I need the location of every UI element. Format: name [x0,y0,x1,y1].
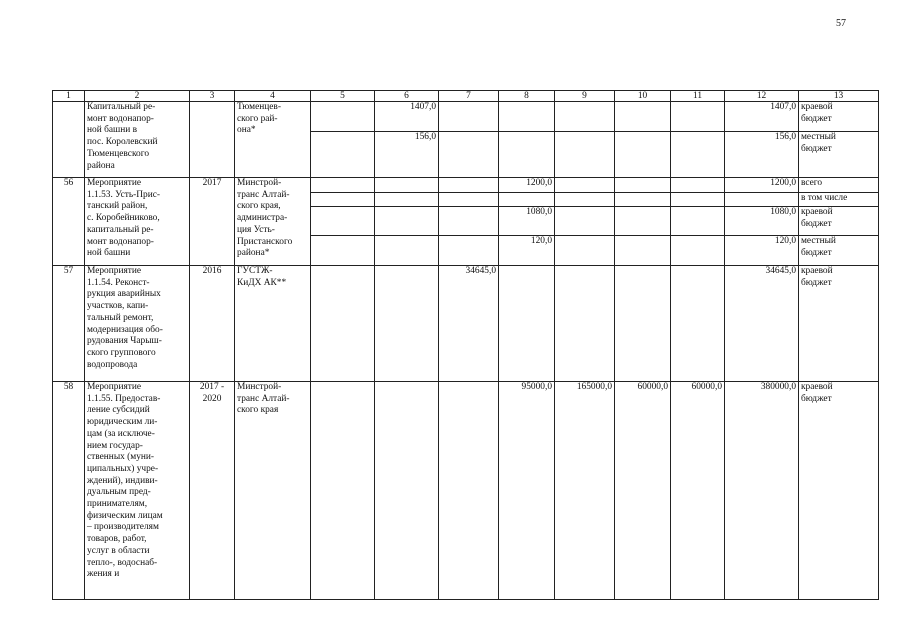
cell [499,266,555,382]
cell-value [499,193,555,207]
cell [375,193,439,207]
column-header: 3 [190,91,235,102]
page-number: 57 [836,18,846,29]
cell [615,102,671,132]
funding-source: всего [799,178,879,193]
cell [555,266,615,382]
cell-value: 34645,0 [439,266,499,382]
measure-name: Мероприятие 1.1.54. Реконст- рукция аварийных участков, капи- тальный ремонт, модернизация обо- рудования Чарыш- ского группового водопровода [85,266,190,382]
cell [375,207,439,236]
cell [555,207,615,236]
column-header: 5 [311,91,375,102]
column-header: 8 [499,91,555,102]
cell-value: 1407,0 [725,102,799,132]
cell-value: 1080,0 [725,207,799,236]
cell-value: 120,0 [725,236,799,266]
row-number: 58 [53,382,85,600]
cell [311,236,375,266]
funding-source: местный бюджет [799,236,879,266]
column-header: 6 [375,91,439,102]
cell [555,236,615,266]
cell [439,382,499,600]
column-header: 13 [799,91,879,102]
cell-value: 1200,0 [499,178,555,193]
table-row [53,382,879,600]
funding-source: краевой бюджет [799,382,879,600]
table-row [53,178,879,193]
funding-source: в том числе [799,193,879,207]
cell [311,266,375,382]
cell-value: 165000,0 [555,382,615,600]
cell-value: 1080,0 [499,207,555,236]
column-header: 9 [555,91,615,102]
row-number: 57 [53,266,85,382]
cell-value: 95000,0 [499,382,555,600]
header-row [53,91,879,102]
cell-value [725,193,799,207]
cell [375,178,439,193]
row-number [53,102,85,178]
cell [555,178,615,193]
table-row [53,102,879,132]
executor: Тюменцев- ского рай- она* [235,102,311,178]
table-row [53,266,879,382]
cell [671,236,725,266]
cell [615,132,671,178]
cell-value: 60000,0 [615,382,671,600]
cell [439,193,499,207]
cell [671,266,725,382]
cell [311,178,375,193]
cell [615,266,671,382]
cell [615,207,671,236]
row-year: 2016 [190,266,235,382]
executor: Минстрой- транс Алтай- ского края, администра- ция Усть- Пристанского района* [235,178,311,266]
cell [555,102,615,132]
funding-source: местный бюджет [799,132,879,178]
cell-value: 120,0 [499,236,555,266]
column-header: 11 [671,91,725,102]
row-year: 2017 - 2020 [190,382,235,600]
cell [671,207,725,236]
cell [555,132,615,178]
measure-name: Капитальный ре- монт водонапор- ной башни в пос. Королевский Тюменцевского района [85,102,190,178]
column-header: 12 [725,91,799,102]
cell [499,132,555,178]
cell [311,193,375,207]
cell-value: 156,0 [375,132,439,178]
cell [311,132,375,178]
column-header: 7 [439,91,499,102]
row-number: 56 [53,178,85,266]
cell [671,132,725,178]
cell-value: 1200,0 [725,178,799,193]
cell [499,102,555,132]
row-year: 2017 [190,178,235,266]
measure-name: Мероприятие 1.1.55. Предостав- ление субсидий юридическим ли- цам (за исключе- нием государ- ственных (муни- ципальных) учре- ждений), индиви- дуальным пред- принимателям, физическим лицам – производителям товаров, работ, услуг в области тепло-, водоснаб- жения и [85,382,190,600]
column-header: 1 [53,91,85,102]
funding-source: краевой бюджет [799,102,879,132]
cell-value: 380000,0 [725,382,799,600]
funding-source: краевой бюджет [799,266,879,382]
cell [555,193,615,207]
cell [439,236,499,266]
executor: Минстрой- транс Алтай- ского края [235,382,311,600]
cell [439,178,499,193]
cell [311,207,375,236]
cell [615,193,671,207]
cell [439,207,499,236]
cell [375,266,439,382]
column-header: 4 [235,91,311,102]
cell [671,178,725,193]
cell [311,382,375,600]
cell [439,102,499,132]
executor: ГУСТЖ- КиДХ АК** [235,266,311,382]
cell [615,178,671,193]
program-table [52,90,879,600]
cell-value: 60000,0 [671,382,725,600]
column-header: 2 [85,91,190,102]
measure-name: Мероприятие 1.1.53. Усть-Прис- танский район, с. Коробейниково, капитальный ре- монт водонапор- ной башни [85,178,190,266]
cell [615,236,671,266]
cell [671,102,725,132]
cell [375,236,439,266]
cell [671,193,725,207]
cell-value: 34645,0 [725,266,799,382]
cell-value: 1407,0 [375,102,439,132]
column-header: 10 [615,91,671,102]
cell-value: 156,0 [725,132,799,178]
cell [311,102,375,132]
cell [375,382,439,600]
funding-source: краевой бюджет [799,207,879,236]
row-year [190,102,235,178]
cell [439,132,499,178]
